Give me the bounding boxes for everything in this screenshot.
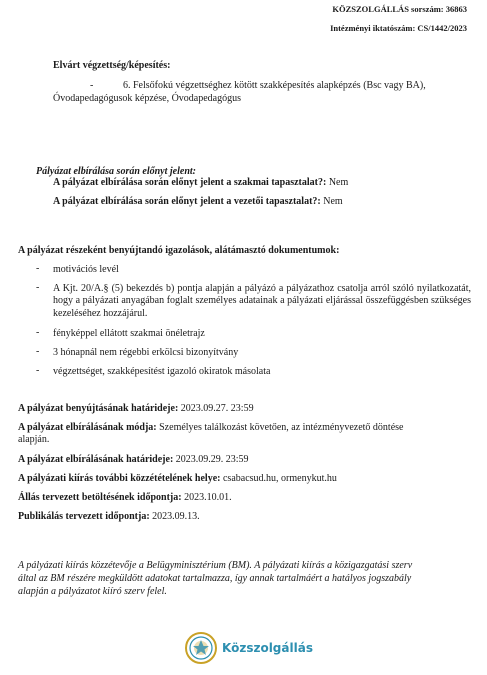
- advantage-row1-label: A pályázat elbírálása során előnyt jelent a szakmai tapasztalat?:: [53, 177, 327, 188]
- documents-heading: A pályázat részeként benyújtandó igazolások, alátámasztó dokumentumok:: [18, 245, 340, 256]
- serial-number: KÖZSZOLGÁLLÁS sorszám: 36863: [332, 4, 467, 14]
- list-item: motivációs levél: [53, 264, 119, 275]
- advantage-row1-value: Nem: [328, 177, 349, 188]
- submission-deadline-value: 2023.09.27. 23:59: [180, 403, 254, 414]
- planned-fill-date: [18, 492, 232, 505]
- logo-text: Közszolgállás: [222, 641, 313, 655]
- list-item: A Kjt. 20/A.§ (5) bekezdés b) pontja alapján a pályázó a pályázathoz csatolja arról szóló nyilatkozatát, hogy a pályázati anyagában foglalt személyes adatainak a pályázati eljárással összefüggésben szükséges kezeléséhez hozzájárul.: [53, 283, 471, 319]
- advantage-heading: Pályázat elbírálása során előnyt jelent:: [36, 166, 196, 177]
- list-dash: -: [36, 346, 40, 357]
- publication-places: [18, 473, 337, 486]
- planned-fill-date-label: Állás tervezett betöltésének időpontja:: [18, 492, 182, 503]
- seal-icon: [184, 631, 218, 665]
- list-dash: -: [36, 365, 40, 376]
- kozszolgallas-logo: [184, 631, 313, 665]
- planned-publish-date: [18, 511, 200, 524]
- footer-note-line3: alapján a pályázatot kiíró szerv felel.: [18, 586, 167, 597]
- footer-note-line1: A pályázati kiírás közzétevője a Belügyminisztérium (BM). A pályázati kiírás a közigazgatási szerv: [18, 560, 413, 571]
- publication-places-value: csabacsud.hu, ormenykut.hu: [222, 473, 337, 484]
- qualification-item-line1: 6. Felsőfokú végzettséghez kötött szakképesítés alapképzés (Bsc vagy BA),: [123, 80, 426, 91]
- evaluation-deadline: [18, 454, 249, 467]
- evaluation-method-label: A pályázat elbírálásának módja:: [18, 422, 157, 433]
- publication-places-label: A pályázati kiírás további közzétételének helye:: [18, 473, 221, 484]
- submission-deadline-label: A pályázat benyújtásának határideje:: [18, 403, 179, 414]
- list-item: 3 hónapnál nem régebbi erkölcsi bizonyítvány: [53, 347, 239, 358]
- planned-fill-date-value: 2023.10.01.: [184, 492, 232, 503]
- advantage-row-leadership: [53, 196, 343, 209]
- qualification-dash: -: [90, 80, 94, 91]
- qualification-item-line2: Óvodapedagógusok képzése, Óvodapedagógus: [53, 93, 242, 104]
- list-dash: -: [36, 327, 40, 338]
- advantage-row2-value: Nem: [323, 196, 343, 207]
- evaluation-method: [18, 422, 473, 435]
- evaluation-method-value-cont: alapján.: [18, 434, 50, 445]
- advantage-row-professional: [53, 177, 348, 190]
- planned-publish-date-label: Publikálás tervezett időpontja:: [18, 511, 150, 522]
- evaluation-method-value: Személyes találkozást követően, az intézményvezető döntése: [159, 422, 404, 433]
- list-dash: -: [36, 263, 40, 274]
- internal-id: Intézményi iktatószám: CS/1442/2023: [330, 23, 467, 33]
- list-item: fényképpel ellátott szakmai önéletrajz: [53, 328, 205, 339]
- list-item: végzettséget, szakképesítést igazoló okiratok másolata: [53, 366, 271, 377]
- advantage-row2-label: A pályázat elbírálása során előnyt jelent a vezetői tapasztalat?:: [53, 196, 321, 207]
- footer-note-line2: által az BM részére megküldött adatokat tartalmazza, így annak tartalmáért a hatályos jogszabály: [18, 573, 412, 584]
- evaluation-deadline-value: 2023.09.29. 23:59: [175, 454, 249, 465]
- submission-deadline: [18, 403, 254, 416]
- planned-publish-date-value: 2023.09.13.: [152, 511, 200, 522]
- list-dash: -: [36, 282, 40, 293]
- evaluation-deadline-label: A pályázat elbírálásának határideje:: [18, 454, 174, 465]
- qualification-heading: Elvárt végzettség/képesítés:: [53, 60, 171, 71]
